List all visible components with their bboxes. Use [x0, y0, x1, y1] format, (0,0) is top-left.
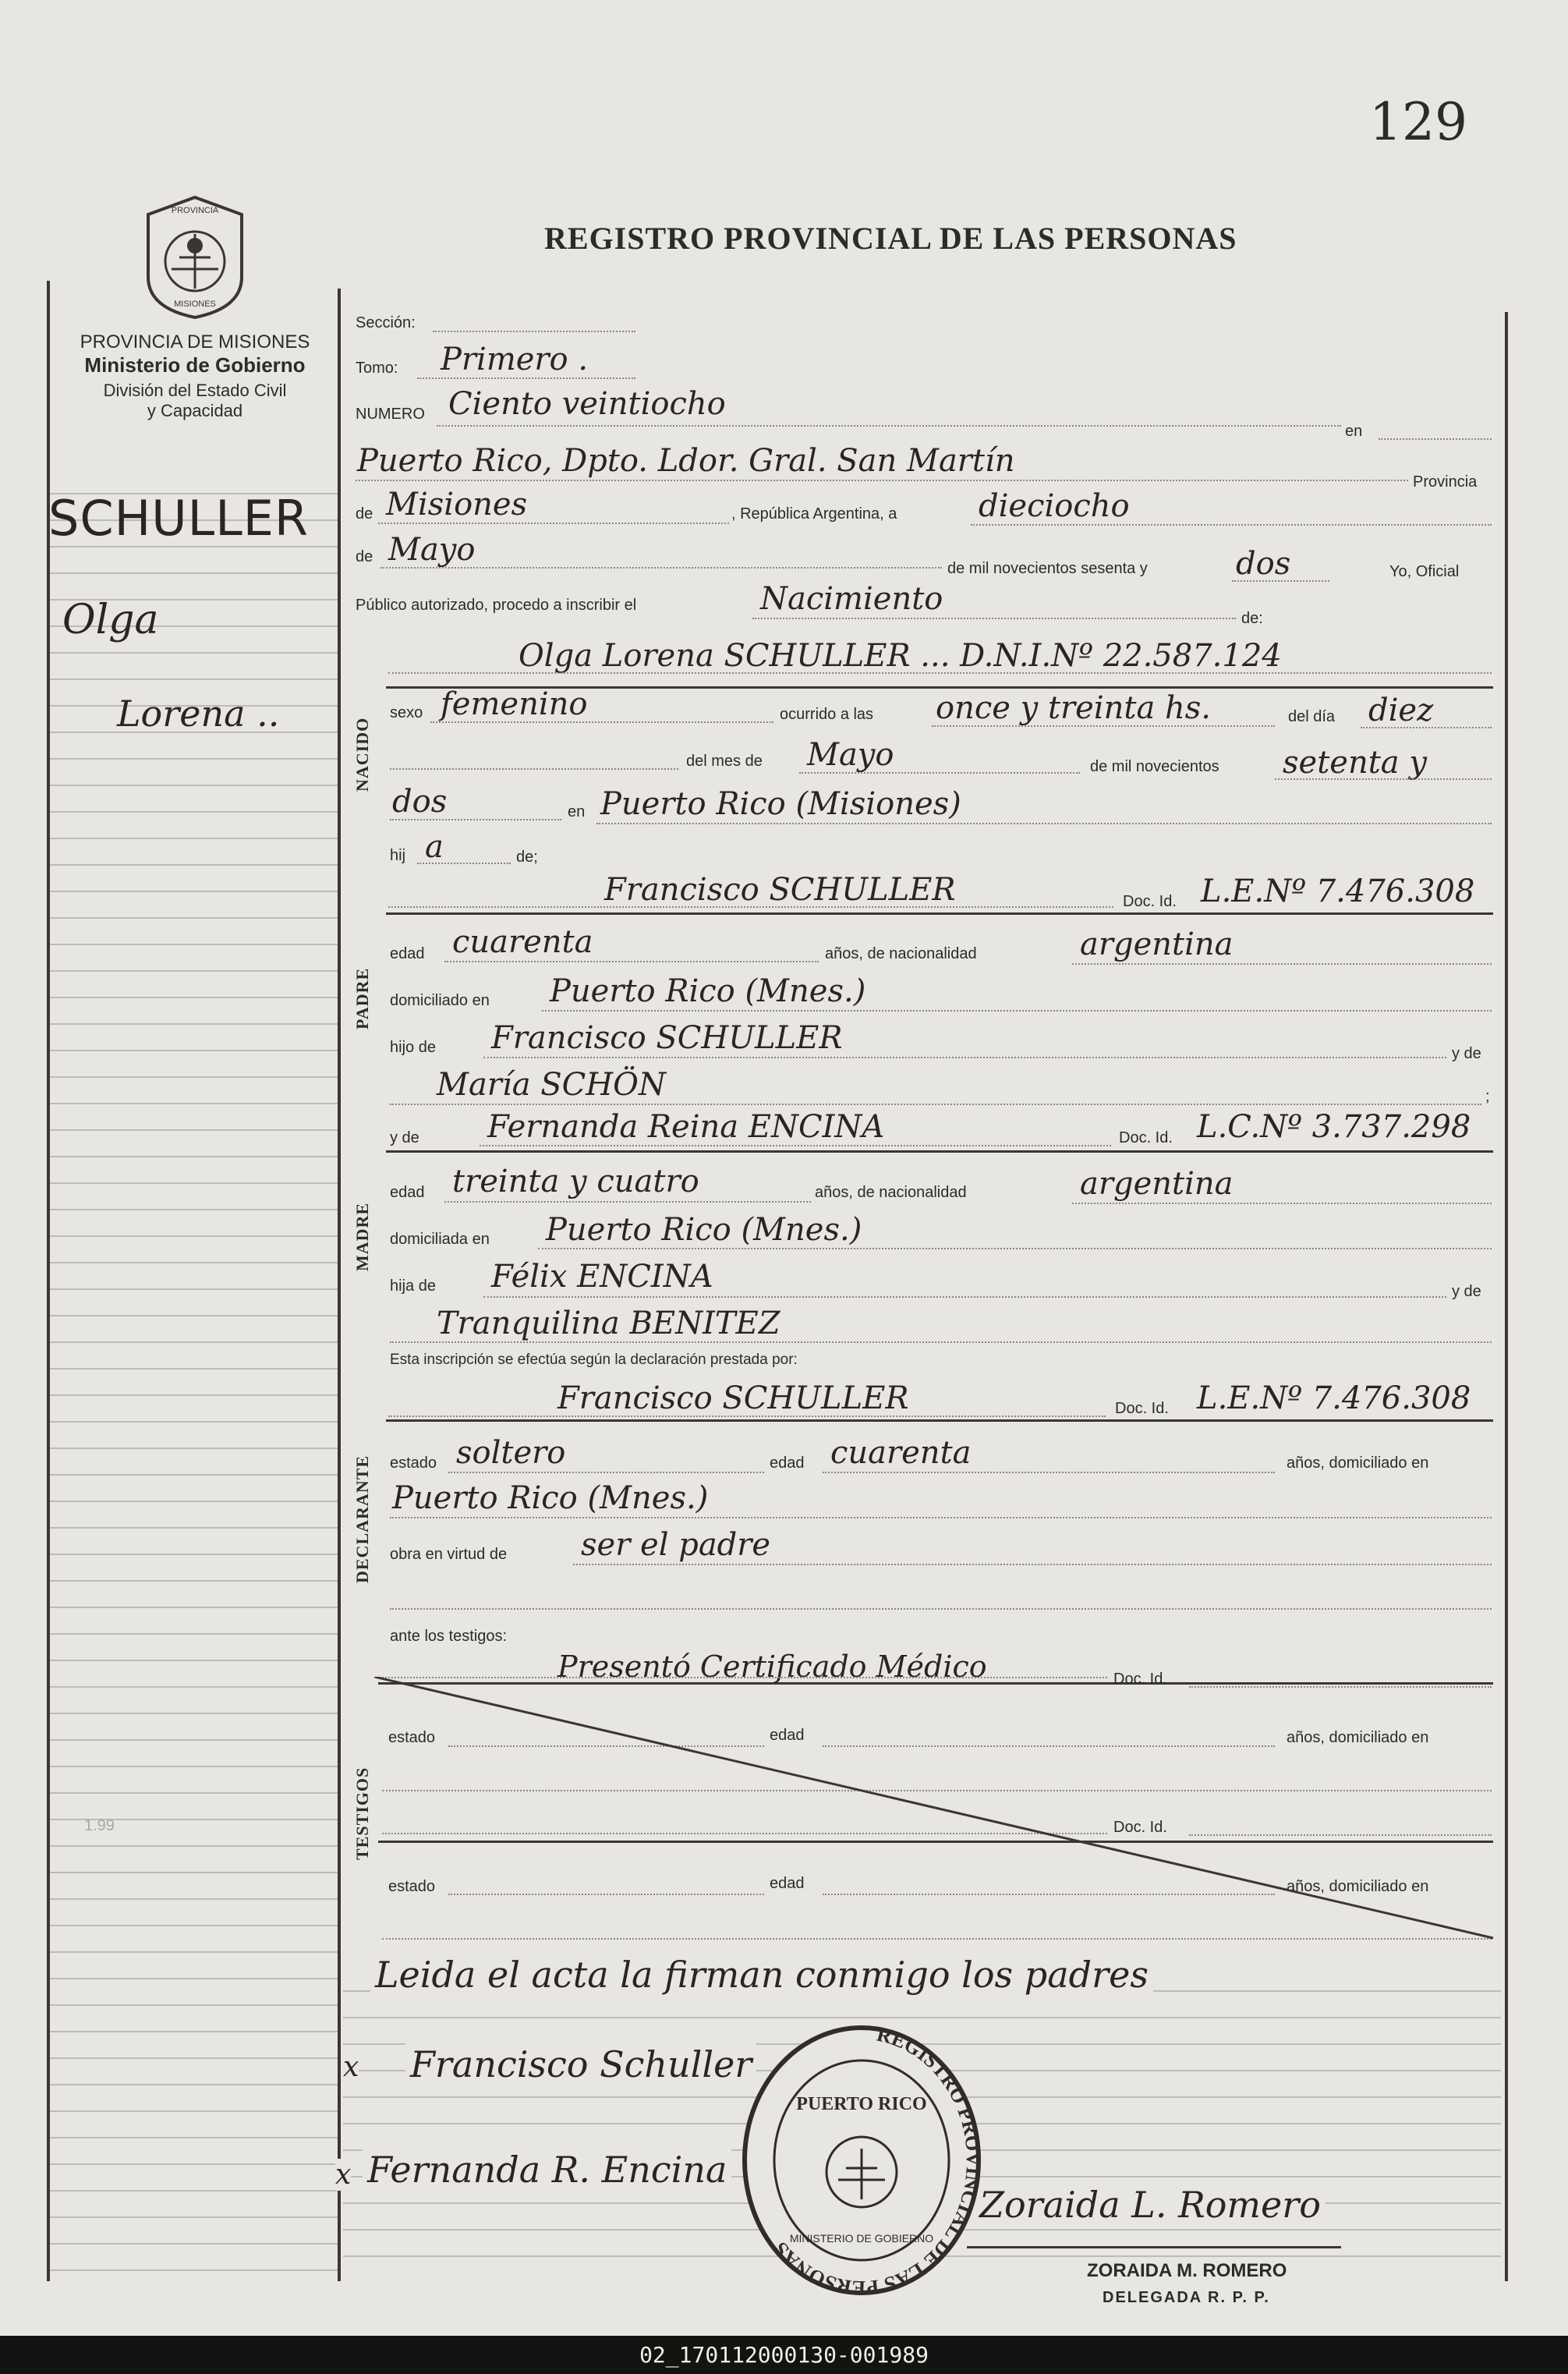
mes-nac-line [799, 772, 1080, 774]
declarante-virtud-value: ser el padre [581, 1527, 771, 1563]
signature-mark-madre: x [335, 2159, 352, 2191]
padre-nac-value: argentina [1080, 927, 1234, 962]
padre-madre-value: María SCHÖN [437, 1067, 666, 1103]
mes-nac-value: Mayo [807, 737, 894, 773]
seccion-line [433, 331, 635, 332]
anio-nac-value: setenta y [1283, 745, 1427, 781]
padre-padre-value: Francisco SCHULLER [491, 1020, 843, 1056]
declarante-estado-label: estado [390, 1455, 437, 1472]
declarante-dom-line [390, 1517, 1492, 1518]
declarante-virtud-line [573, 1564, 1492, 1565]
agency-line-4: y Capacidad [147, 401, 243, 420]
testigos-value: Presentó Certificado Médico [557, 1649, 987, 1684]
testigo1-doc-label: Doc. Id. [1113, 1671, 1167, 1688]
agency-line-3: División del Estado Civil [103, 381, 287, 400]
nacido-name-line [388, 672, 1492, 674]
madre-y-de-end-label: y de [1452, 1283, 1481, 1300]
mes-nac-lead-line [390, 768, 678, 770]
margin-faint-note: 1.99 [84, 1817, 115, 1834]
lugar-nac-value: Puerto Rico (Misiones) [600, 786, 961, 822]
nacido-name-value: Olga Lorena SCHULLER ... D.N.I.Nº 22.587.124 [519, 638, 1282, 674]
provincia-label: Provincia [1413, 473, 1478, 491]
dia-value: diez [1368, 693, 1434, 728]
section-madre-label: MADRE [352, 1202, 372, 1271]
testigo2-doc-label: Doc. Id. [1113, 1819, 1167, 1836]
seal-top-text: PROVINCIA [171, 206, 219, 215]
stamp-center-text: PUERTO RICO [796, 2094, 927, 2114]
hora-value: once y treinta hs. [936, 690, 1212, 726]
margin-middle-name: Lorena .. [117, 693, 280, 735]
madre-edad-label: edad [390, 1184, 425, 1201]
padre-signature: Francisco Schuller [405, 2043, 756, 2085]
anio-value: dos [1236, 546, 1291, 582]
ante-testigos-label: ante los testigos: [390, 1628, 508, 1645]
declarante-estado-line [448, 1472, 764, 1473]
de-label-2: de [356, 548, 373, 565]
padre-nac-line [1072, 963, 1492, 965]
padre-madre-line [390, 1104, 1481, 1105]
seccion-label: Sección: [356, 314, 416, 331]
tomo-value: Primero . [441, 342, 589, 377]
declarante-edad-line [823, 1472, 1275, 1473]
padre-dom-line [542, 1010, 1492, 1012]
madre-madre-line [390, 1341, 1492, 1343]
sexo-line [430, 721, 773, 723]
margin-surname: SCHULLER [48, 490, 309, 547]
testigo2-estado-label: estado [388, 1878, 436, 1895]
margin-first-name: Olga [62, 597, 159, 643]
dia-letras-value: dieciocho [979, 488, 1130, 524]
madre-nac-value: argentina [1080, 1166, 1234, 1202]
section-nacido-label: NACIDO [352, 717, 372, 792]
agency-line-2: Ministerio de Gobierno [84, 353, 306, 377]
padre-name-value: Francisco SCHULLER [604, 872, 956, 908]
agency-line-1: PROVINCIA DE MISIONES [80, 331, 310, 353]
padre-hijo-de-label: hijo de [390, 1039, 436, 1056]
lugar-nac-line [596, 823, 1492, 824]
yo-oficial-label: Yo, Oficial [1389, 563, 1460, 580]
madre-padre-value: Félix ENCINA [491, 1259, 713, 1295]
numero-value: Ciento veintiocho [448, 386, 726, 422]
en-line [1379, 438, 1492, 440]
oficial-signature: Zoraida L. Romero [975, 2184, 1326, 2226]
padre-edad-line [444, 961, 819, 962]
anio-line [1232, 580, 1329, 582]
archive-id-bar: 02_170112000130-001989 [0, 2336, 1568, 2374]
padre-padre-line [483, 1057, 1446, 1058]
numero-line [437, 425, 1341, 427]
madre-dom-value: Puerto Rico (Mnes.) [546, 1212, 862, 1248]
declarante-anos-dom-label: años, domiciliado en [1287, 1455, 1429, 1472]
padre-edad-label: edad [390, 945, 425, 962]
declarante-doc-label: Doc. Id. [1115, 1400, 1169, 1417]
padre-anos-nac-label: años, de nacionalidad [825, 945, 977, 962]
sexo-label: sexo [390, 704, 423, 721]
madre-anos-nac-label: años, de nacionalidad [815, 1184, 967, 1201]
declarante-estado-value: soltero [456, 1435, 566, 1471]
registry-stamp-icon [733, 2016, 990, 2305]
agency-block [47, 331, 343, 421]
madre-nac-line [1072, 1203, 1492, 1204]
madre-dom-label: domiciliada en [390, 1231, 490, 1248]
madre-name-value: Fernanda Reina ENCINA [487, 1109, 885, 1145]
testigo1-edad-label: edad [770, 1727, 805, 1744]
padre-dom-value: Puerto Rico (Mnes.) [550, 973, 866, 1009]
document-title: REGISTRO PROVINCIAL DE LAS PERSONAS [544, 221, 1237, 256]
madre-y-de-label: y de [390, 1129, 419, 1146]
section-declarante-label: DECLARANTE [352, 1455, 372, 1583]
hij-line [417, 863, 511, 864]
padre-y-de-label: y de [1452, 1045, 1481, 1062]
madre-name-line [480, 1145, 1111, 1146]
madre-dom-line [538, 1248, 1492, 1249]
margin-ruled-lines [50, 468, 338, 2277]
de-colon-label: de: [1241, 610, 1263, 627]
declarante-name-line [388, 1416, 1106, 1417]
acto-line [752, 618, 1236, 619]
mes-value: Mayo [388, 532, 476, 568]
declarante-dom-value: Puerto Rico (Mnes.) [392, 1480, 709, 1516]
declarante-edad-value: cuarenta [830, 1435, 972, 1471]
republica-label: , República Argentina, a [731, 505, 897, 523]
testigo1-anos-dom-label: años, domiciliado en [1287, 1729, 1429, 1746]
padre-top-rule [386, 912, 1493, 915]
sexo-value: femenino [441, 686, 588, 722]
declarante-top-rule [386, 1419, 1493, 1422]
madre-doc-value: L.C.Nº 3.737.298 [1197, 1109, 1471, 1145]
madre-padre-line [483, 1296, 1446, 1298]
lugar-line [356, 480, 1408, 481]
declarante-name-value: Francisco SCHULLER [557, 1380, 909, 1416]
esta-inscripcion-label: Esta inscripción se efectúa según la declaración prestada por: [390, 1352, 798, 1368]
signature-mark-padre: x [343, 2051, 359, 2083]
dia-line [1361, 727, 1492, 728]
mes-line [380, 567, 942, 569]
lugar-value: Puerto Rico, Dpto. Ldor. Gral. San Martín [357, 443, 1015, 479]
seal-bottom-text: MISIONES [174, 299, 216, 309]
anio-nac2-value: dos [392, 784, 448, 820]
declarante-edad-label: edad [770, 1455, 805, 1472]
stamp-inner-text: MINISTERIO DE GOBIERNO [789, 2232, 934, 2245]
ocurrido-label: ocurrido a las [780, 706, 874, 723]
publico-label: Público autorizado, procedo a inscribir el [356, 597, 637, 614]
official-name: ZORAIDA M. ROMERO [1084, 2260, 1290, 2282]
hora-line [932, 725, 1275, 727]
padre-name-line [388, 906, 1113, 908]
padre-doc-label: Doc. Id. [1123, 893, 1177, 910]
hij-value: a [425, 829, 444, 865]
declarante-doc-value: L.E.Nº 7.476.308 [1197, 1380, 1471, 1416]
testigo2-anos-dom-label: años, domiciliado en [1287, 1878, 1429, 1895]
tomo-line [417, 377, 635, 379]
official-title: DELEGADA R. P. P. [1099, 2289, 1273, 2307]
obra-label: obra en virtud de [390, 1546, 508, 1563]
padre-edad-value: cuarenta [452, 924, 593, 960]
declarante-extra-line [390, 1608, 1492, 1610]
madre-edad-line [444, 1201, 811, 1203]
de-label-1: de [356, 505, 373, 523]
closing-statement: Leida el acta la firman conmigo los padres [370, 1954, 1153, 1996]
numero-label: NUMERO [356, 406, 425, 423]
dia-letras-line [971, 524, 1492, 526]
madre-doc-label: Doc. Id. [1119, 1129, 1173, 1146]
madre-madre-value: Tranquilina BENITEZ [437, 1306, 780, 1341]
hij-label: hij [390, 847, 406, 864]
madre-signature: Fernanda R. Encina [363, 2149, 731, 2191]
province-seal-icon [136, 191, 253, 324]
provincia-line [378, 523, 729, 524]
stamp-ring-text: REGISTRO PROVINCIAL DE LAS PERSONAS [769, 2022, 986, 2300]
section-padre-label: PADRE [352, 967, 372, 1029]
madre-edad-value: treinta y cuatro [452, 1164, 699, 1199]
provincia-value: Misiones [386, 487, 528, 523]
madre-hija-de-label: hija de [390, 1277, 436, 1295]
testigo2-edad-label: edad [770, 1875, 805, 1892]
en-label: en [1345, 423, 1363, 440]
center-margin-rule [338, 289, 341, 2281]
testigo1-estado-label: estado [388, 1729, 436, 1746]
page-number: 129 [1369, 92, 1467, 152]
section-testigos-label: TESTIGOS [352, 1766, 372, 1860]
right-margin-rule [1505, 312, 1508, 2281]
de-mil-label: de mil novecientos sesenta y [947, 560, 1148, 577]
padre-semicolon: ; [1485, 1088, 1490, 1105]
anio-nac2-line [390, 819, 561, 820]
en-label-2: en [568, 803, 586, 820]
anio-nac-line [1275, 778, 1492, 780]
testigos-strike-line [374, 1677, 1497, 1942]
padre-doc-value: L.E.Nº 7.476.308 [1201, 873, 1475, 909]
madre-top-rule [386, 1150, 1493, 1153]
de-mil-novecientos-label: de mil novecientos [1090, 758, 1219, 775]
del-dia-label: del día [1288, 708, 1336, 725]
acto-value: Nacimiento [760, 581, 943, 617]
tomo-label: Tomo: [356, 360, 398, 377]
del-mes-label: del mes de [686, 753, 763, 770]
de-semicolon-label: de; [516, 849, 538, 866]
official-underline [967, 2246, 1341, 2248]
padre-dom-label: domiciliado en [390, 992, 490, 1009]
